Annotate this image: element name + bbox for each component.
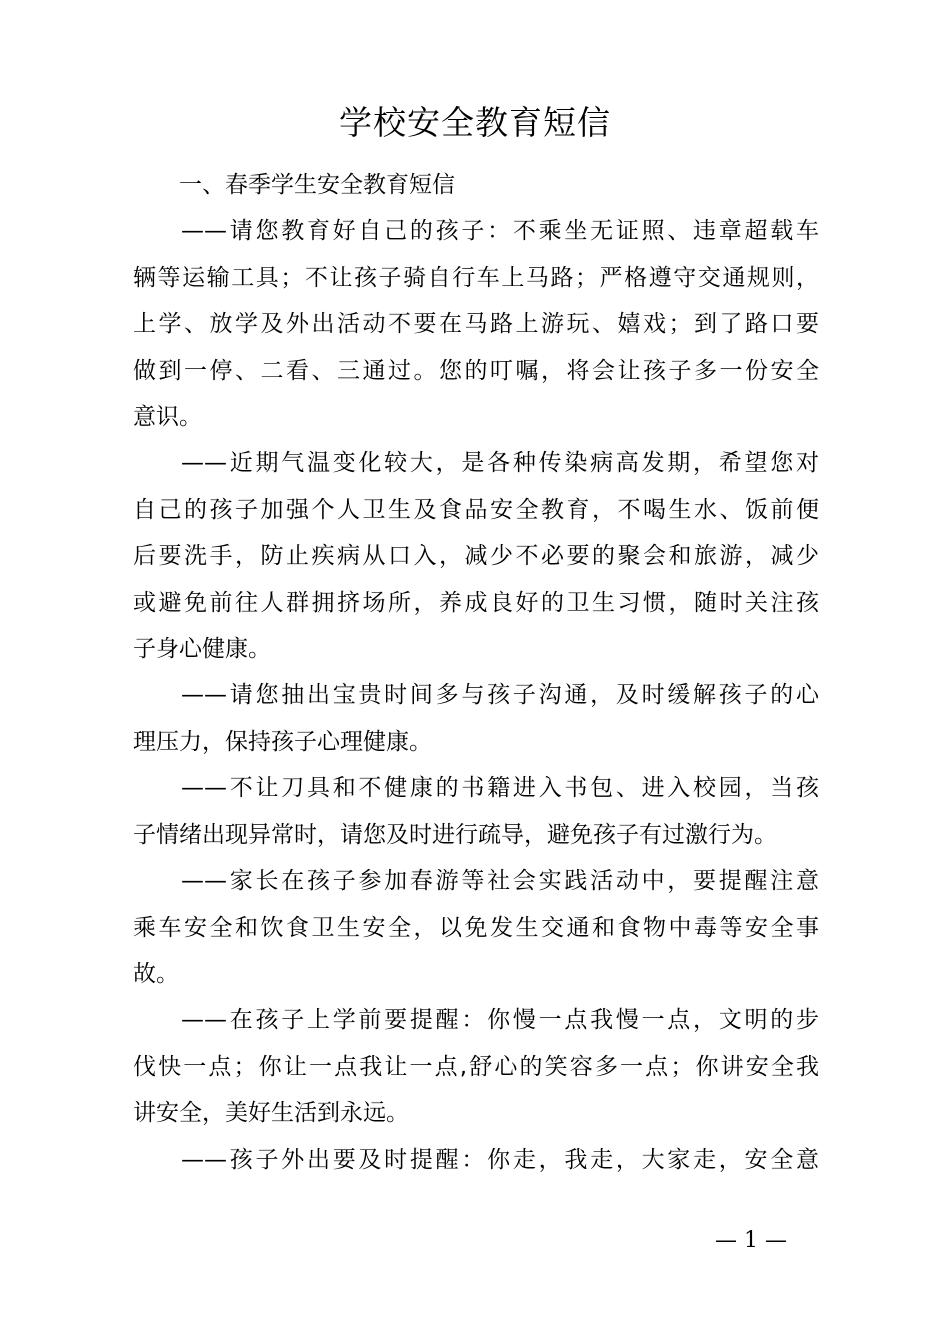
paragraph-line: ——近期气温变化较大，是各种传染病高发期，希望您对 [181,450,819,477]
paragraph-line: ——家长在孩子参加春游等社会实践活动中，要提醒注意 [181,868,819,895]
paragraph-line: 后要洗手，防止疾病从口入，减少不必要的聚会和旅游，减少 [133,543,819,570]
paragraph-line: 意识。 [133,404,202,431]
paragraph-line: ——孩子外出要及时提醒：你走，我走，大家走，安全意 [181,1146,819,1173]
section-heading: 一、春季学生安全教育短信 [179,172,455,198]
paragraph-line: 理压力，保持孩子心理健康。 [133,728,432,755]
paragraph-line: 乘车安全和饮食卫生安全，以免发生交通和食物中毒等安全事 [133,914,819,941]
paragraph [133,858,819,997]
paragraph-line: 伐快一点；你让一点我让一点,舒心的笑容多一点；你讲安全我 [133,1053,819,1080]
paragraph-line: 自己的孩子加强个人卫生及食品安全教育，不喝生水、饭前便 [133,496,819,523]
paragraph-line: 故。 [133,960,179,987]
page-number: — 1 — [715,1228,787,1253]
paragraph-line: 或避免前往人群拥挤场所，养成良好的卫生习惯，随时关注孩 [133,589,819,616]
paragraph-line: ——请您抽出宝贵时间多与孩子沟通，及时缓解孩子的心 [181,682,819,709]
paragraph [133,672,819,765]
paragraph-line: ——不让刀具和不健康的书籍进入书包、进入校园，当孩 [181,775,819,802]
paragraph-line: 子情绪出现异常时，请您及时进行疏导，避免孩子有过激行为。 [133,821,777,848]
paragraph-line: ——在孩子上学前要提醒：你慢一点我慢一点，文明的步 [181,1007,819,1034]
paragraph [133,765,819,858]
paragraph [133,997,819,1136]
paragraph-line: 子身心健康。 [133,636,271,663]
paragraph [133,440,819,672]
paragraph-line: 上学、放学及外出活动不要在马路上游玩、嬉戏；到了路口要 [133,311,819,338]
paragraph-line: 讲安全，美好生活到永远。 [133,1100,409,1127]
document-body [133,162,819,1183]
paragraph-line: 辆等运输工具；不让孩子骑自行车上马路；严格遵守交通规则， [133,264,819,291]
paragraph-line: 做到一停、二看、三通过。您的叮嘱，将会让孩子多一份安全 [133,357,819,384]
paragraph-line: ——请您教育好自己的孩子：不乘坐无证照、违章超载车 [181,218,819,245]
document-title: 学校安全教育短信 [339,103,611,142]
paragraph [133,208,819,440]
paragraph [133,1137,819,1183]
